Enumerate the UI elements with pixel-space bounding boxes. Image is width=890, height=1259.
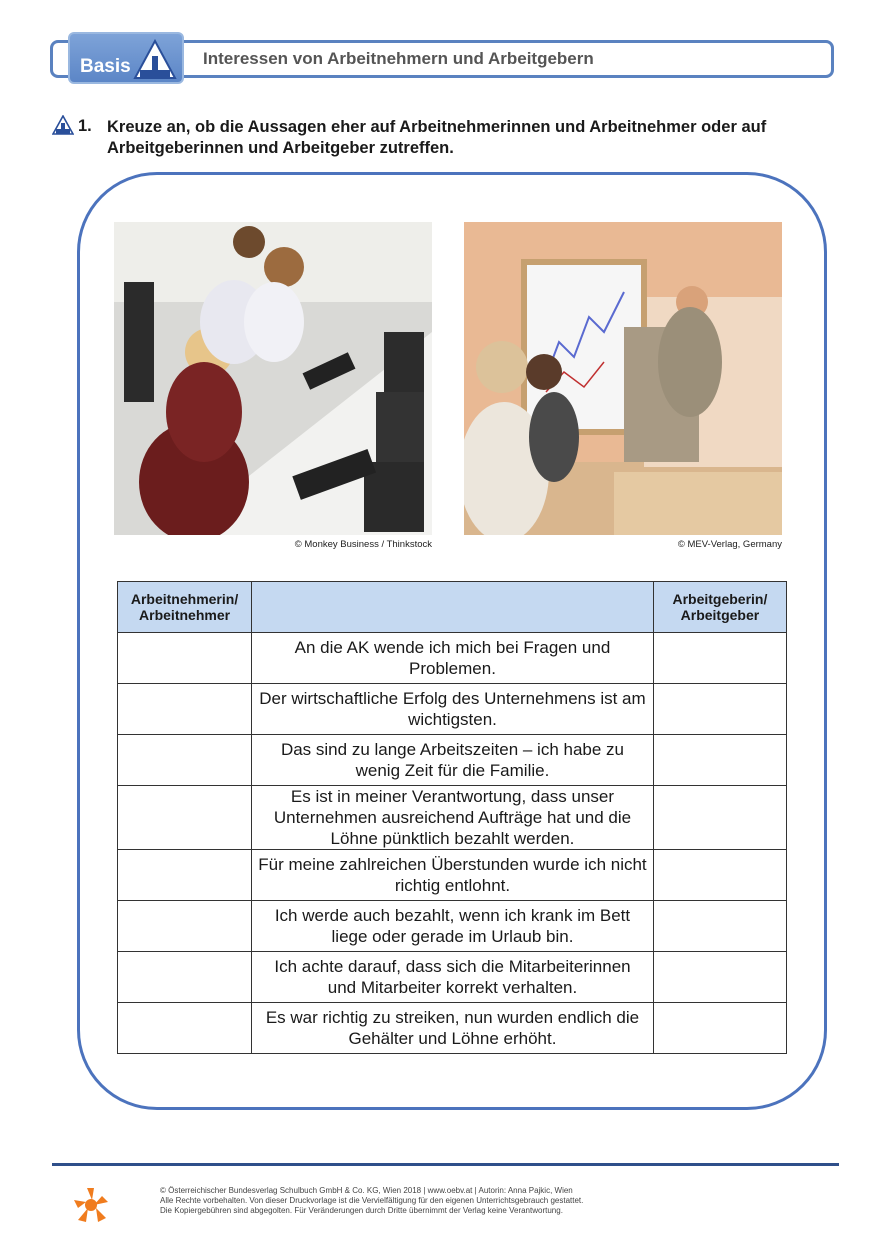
- checkbox-cell-arbeitgeber[interactable]: [653, 952, 786, 1003]
- footer-line-3: Die Kopiergebühren sind abgegolten. Für Veränderungen durch Dritte übernimmt der Verlag keine Verantwortung.: [160, 1206, 563, 1215]
- basis-level-icon: [132, 38, 178, 82]
- checkbox-cell-arbeitgeber[interactable]: [653, 786, 786, 850]
- header-arbeitgeber: Arbeitgeberin/ Arbeitgeber: [653, 582, 786, 633]
- footer-line-2: Alle Rechte vorbehalten. Von dieser Druckvorlage ist die Vervielfältigung für den eigenen Unterrichtsgebrauch gestattet.: [160, 1196, 584, 1205]
- statement-text: Das sind zu lange Arbeitszeiten – ich habe zu wenig Zeit für die Familie.: [252, 735, 654, 786]
- table-header-row: [118, 582, 787, 633]
- checkbox-cell-arbeitgeber[interactable]: [653, 684, 786, 735]
- footer-divider: [52, 1163, 839, 1166]
- statement-text: Ich werde auch bezahlt, wenn ich krank im Bett liege oder gerade im Urlaub bin.: [252, 901, 654, 952]
- footer-copyright: [160, 1186, 583, 1216]
- checkbox-cell-arbeitgeber[interactable]: [653, 1003, 786, 1054]
- checkbox-cell-arbeitgeber[interactable]: [653, 901, 786, 952]
- statement-text: Für meine zahlreichen Überstunden wurde ich nicht richtig entlohnt.: [252, 850, 654, 901]
- header-statement: [252, 582, 654, 633]
- table-row: [118, 684, 787, 735]
- checkbox-cell-arbeitnehmer[interactable]: [118, 684, 252, 735]
- photo-credit: © Monkey Business / Thinkstock: [294, 539, 432, 550]
- table-row: [118, 786, 787, 850]
- table-row: [118, 735, 787, 786]
- office-workers-photo: [114, 222, 432, 535]
- header-arbeitnehmer: Arbeitnehmerin/ Arbeitnehmer: [118, 582, 252, 633]
- basis-task-icon: [52, 115, 74, 135]
- statement-text: Der wirtschaftliche Erfolg des Unternehmens ist am wichtigsten.: [252, 684, 654, 735]
- worksheet-title: Interessen von Arbeitnehmern und Arbeitgebern: [203, 49, 594, 68]
- checkbox-cell-arbeitnehmer[interactable]: [118, 633, 252, 684]
- task-number: 1.: [78, 117, 92, 135]
- photo-credit: © MEV-Verlag, Germany: [677, 539, 782, 550]
- table-row: [118, 901, 787, 952]
- basis-label: Basis: [80, 56, 131, 77]
- table-row: [118, 633, 787, 684]
- checkbox-cell-arbeitgeber[interactable]: [653, 633, 786, 684]
- checkbox-cell-arbeitnehmer[interactable]: [118, 952, 252, 1003]
- checkbox-cell-arbeitnehmer[interactable]: [118, 901, 252, 952]
- basis-badge: [68, 32, 184, 84]
- meeting-presentation-photo: [464, 222, 782, 535]
- table-row: [118, 850, 787, 901]
- task-instruction: Kreuze an, ob die Aussagen eher auf Arbeitnehmerinnen und Arbeitnehmer oder auf Arbeitgeberinnen und Arbeitgeber zutreffen.: [107, 118, 767, 157]
- checkbox-cell-arbeitgeber[interactable]: [653, 850, 786, 901]
- checkbox-cell-arbeitnehmer[interactable]: [118, 786, 252, 850]
- checkbox-cell-arbeitnehmer[interactable]: [118, 850, 252, 901]
- table-row: [118, 952, 787, 1003]
- statements-table: [117, 581, 787, 1054]
- checkbox-cell-arbeitnehmer[interactable]: [118, 735, 252, 786]
- statement-text: Ich achte darauf, dass sich die Mitarbeiterinnen und Mitarbeiter korrekt verhalten.: [252, 952, 654, 1003]
- table-row: [118, 1003, 787, 1054]
- checkbox-cell-arbeitnehmer[interactable]: [118, 1003, 252, 1054]
- statement-text: Es war richtig zu streiken, nun wurden endlich die Gehälter und Löhne erhöht.: [252, 1003, 654, 1054]
- publisher-logo-icon: [72, 1186, 110, 1224]
- footer-line-1: © Österreichischer Bundesverlag Schulbuch GmbH & Co. KG, Wien 2018 | www.oebv.at | Autorin: Anna Pajkic, Wien: [160, 1186, 573, 1195]
- statement-text: Es ist in meiner Verantwortung, dass unser Unternehmen ausreichend Aufträge hat und die Löhne pünktlich bezahlt werden.: [252, 786, 654, 850]
- statement-text: An die AK wende ich mich bei Fragen und Problemen.: [252, 633, 654, 684]
- checkbox-cell-arbeitgeber[interactable]: [653, 735, 786, 786]
